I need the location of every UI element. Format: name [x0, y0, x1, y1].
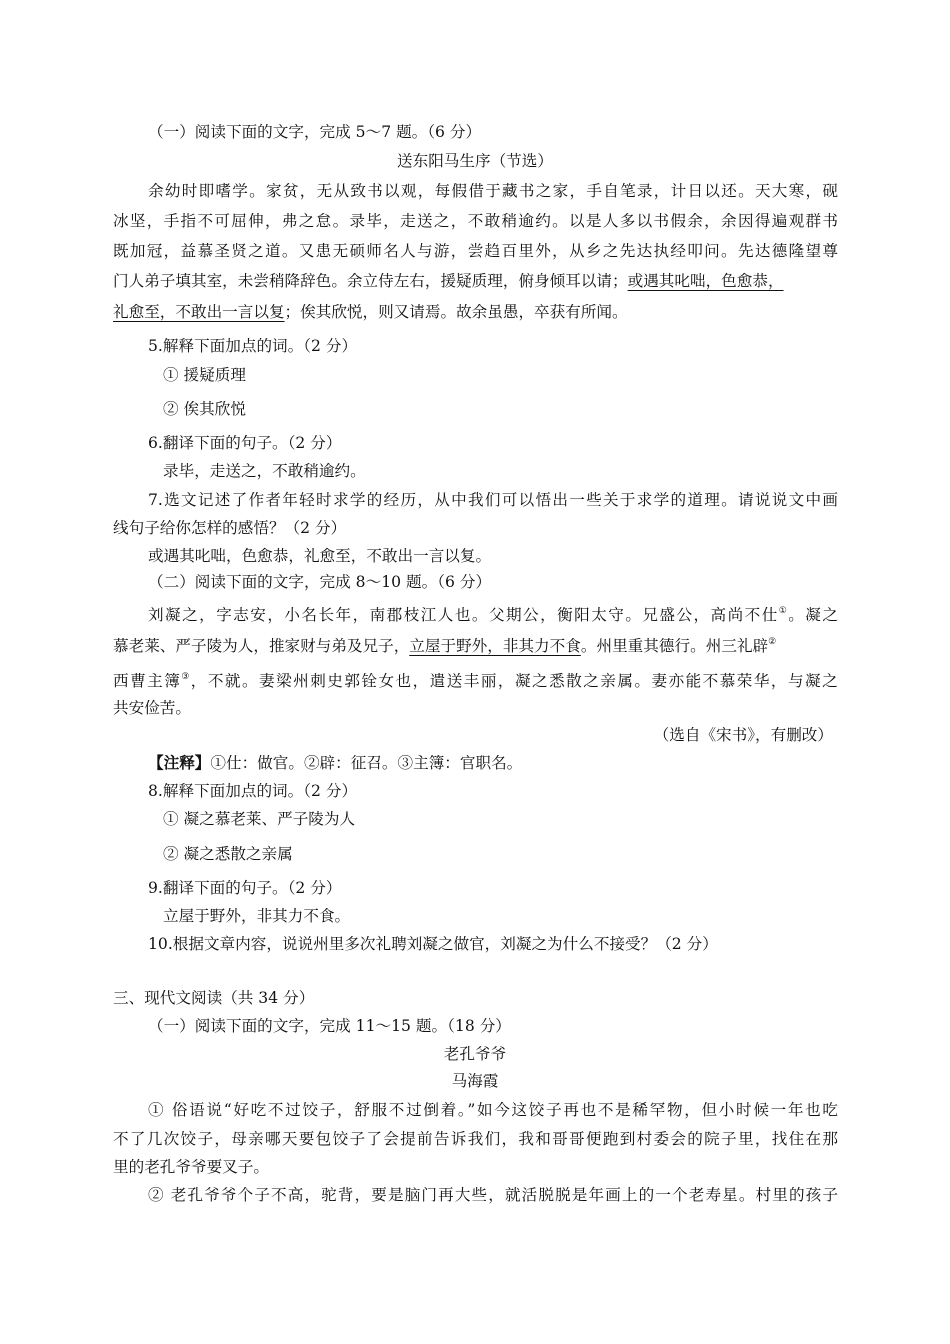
annotation [148, 752, 522, 774]
source-citation: （选自《宋书》，有删改） [653, 726, 833, 744]
passage-text: ；俟其欣悦，则又请焉。故余虽愚，卒获有所闻。 [284, 303, 628, 321]
question-7-cont: 线句子给你怎样的感悟？（2 分） [113, 519, 347, 537]
underlined-sentence: 立屋于野外，非其力不食 [409, 637, 581, 655]
question-6-sentence: 录毕，走送之，不敢稍逾约。 [163, 462, 366, 480]
article-title: 老孔爷爷 [443, 1045, 507, 1063]
passage-2-line [113, 631, 838, 657]
question-7-sentence: 或遇其叱咄，色愈恭，礼愈至，不敢出一言以复。 [148, 547, 492, 565]
question-5-item-2: ② 俟其欣悦 [163, 400, 246, 418]
section-1-title: 送东阳马生序（节选） [397, 152, 553, 170]
passage-1-line [113, 301, 628, 323]
passage-text: 。州里重其德行。州三礼辟② [580, 637, 777, 655]
passage-1-line: 既加冠，益慕圣贤之道。又患无硕师名人与游，尝趋百里外，从乡之先达执经叩问。先达德隆望尊 [113, 242, 838, 260]
passage-1-line: 冰坚，手指不可屈伸，弗之怠。录毕，走送之，不敢稍逾约。以是人多以书假余，余因得遍观群书 [113, 212, 838, 230]
section-3-heading: （一）阅读下面的文字，完成 11～15 题。（18 分） [148, 1017, 511, 1035]
question-9: 9.翻译下面的句子。（2 分） [148, 879, 342, 897]
question-5-item-1: ① 援疑质理 [163, 366, 246, 384]
question-8: 8.解释下面加点的词。（2 分） [148, 782, 358, 800]
article-line: ② 老孔爷爷个子不高，驼背，要是脑门再大些，就活脱脱是年画上的一个老寿星。村里的孩子 [148, 1186, 838, 1204]
question-8-item-2: ② 凝之悉散之亲属 [163, 845, 293, 863]
question-6: 6.翻译下面的句子。（2 分） [148, 434, 342, 452]
article-author: 马海霞 [451, 1072, 499, 1090]
annotation-label: 【注释】 [148, 753, 211, 772]
question-9-sentence: 立屋于野外，非其力不食。 [163, 907, 351, 925]
passage-2-line: 刘凝之，字志安，小名长年，南郡枝江人也。父期公，衡阳太守。兄盛公，高尚不仕①。凝之 [148, 606, 838, 624]
question-5: 5.解释下面加点的词。（2 分） [148, 337, 358, 355]
passage-1-line [113, 270, 838, 292]
footnote-marker: ② [768, 637, 777, 647]
article-line: ① 俗语说“好吃不过饺子，舒服不过倒着。”如今这饺子再也不是稀罕物，但小时候一年也吃 [148, 1101, 838, 1119]
question-10: 10.根据文章内容，说说州里多次礼聘刘凝之做官，刘凝之为什么不接受？（2 分） [148, 935, 718, 953]
section-2-heading: （二）阅读下面的文字，完成 8～10 题。（6 分） [148, 573, 492, 591]
footnote-marker: ③ [181, 672, 191, 682]
underlined-sentence: 礼愈至，不敢出一言以复 [113, 303, 285, 321]
passage-2-line: 西曹主簿③，不就。妻梁州刺史郭铨女也，遣送丰丽，凝之悉散之亲属。妻亦能不慕荣华，与凝之 [113, 672, 838, 690]
article-line: 里的老孔爷爷要叉子。 [113, 1158, 269, 1176]
article-line: 不了几次饺子，母亲哪天要包饺子了会提前告诉我们，我和哥哥便跑到村委会的院子里，找住在那 [113, 1130, 838, 1148]
annotation-text: ①仕：做官。②辟：征召。③主簿：官职名。 [210, 754, 523, 772]
part-3-heading: 三、现代文阅读（共 34 分） [113, 989, 315, 1007]
underlined-sentence: 或遇其叱咄，色愈恭， [627, 272, 784, 290]
passage-2-line: 共安俭苦。 [113, 699, 191, 717]
section-1-heading: （一）阅读下面的文字，完成 5～7 题。（6 分） [148, 123, 482, 141]
question-7: 7.选文记述了作者年轻时求学的经历，从中我们可以悟出一些关于求学的道理。请说说文中画 [148, 491, 838, 509]
passage-1-line: 余幼时即嗜学。家贫，无从致书以观，每假借于藏书之家，手自笔录，计日以还。天大寒，砚 [148, 182, 838, 200]
question-8-item-1: ① 凝之慕老莱、严子陵为人 [163, 810, 356, 828]
footnote-marker: ① [778, 606, 789, 616]
passage-text: 门人弟子填其室，未尝稍降辞色。余立侍左右，援疑质理，俯身倾耳以请； [113, 272, 628, 290]
passage-text: 慕老莱、严子陵为人，推家财与弟及兄子， [113, 637, 410, 655]
